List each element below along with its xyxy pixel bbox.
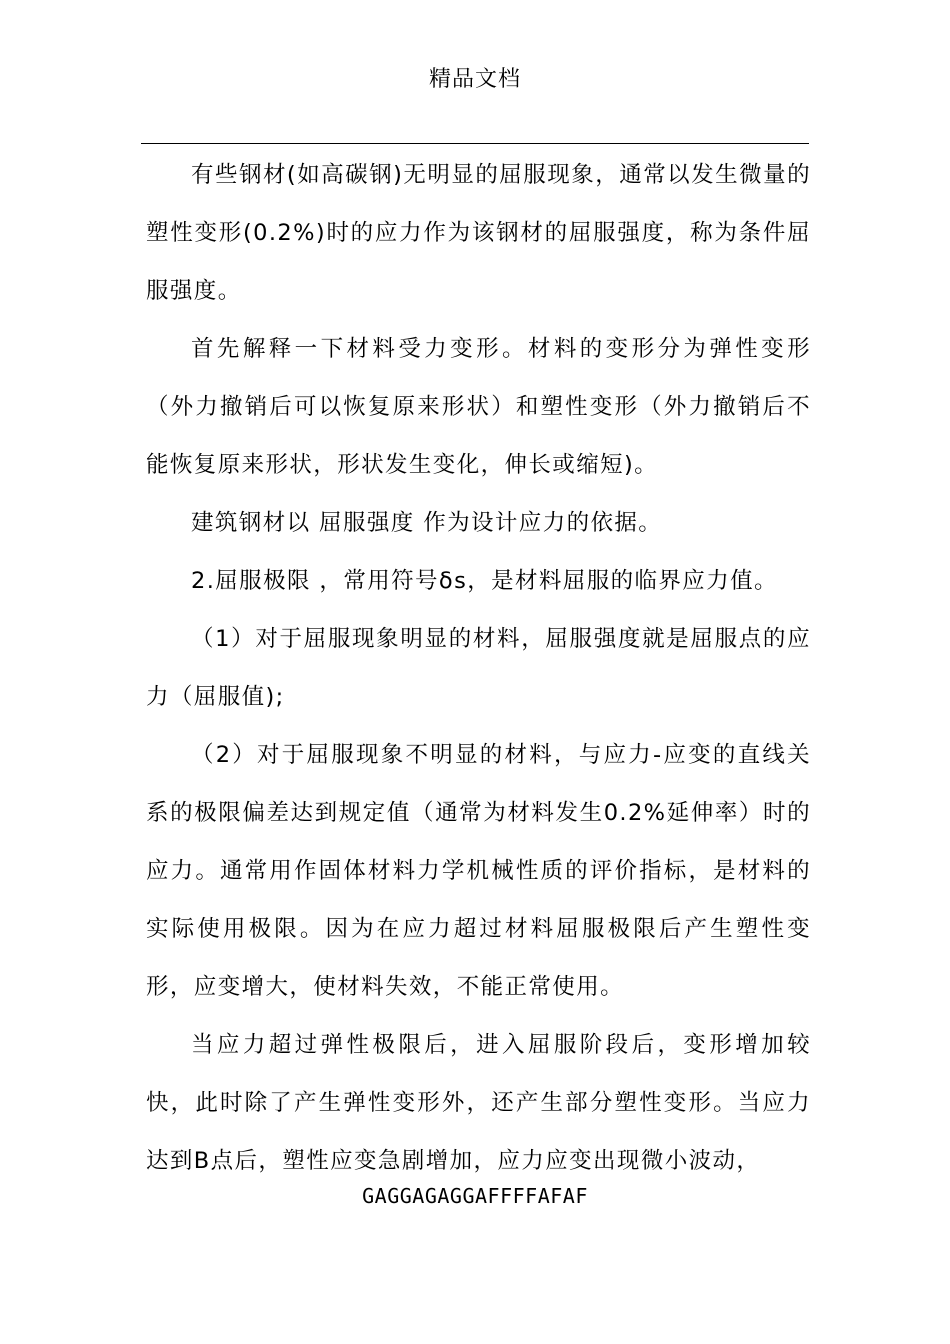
page-footer-text: GAGGAGAGGAFFFFAFAF (362, 1184, 588, 1208)
header-divider (141, 143, 809, 144)
paragraph-yield-limit: 2.屈服极限 ，常用符号δs，是材料屈服的临界应力值。 (191, 568, 778, 594)
paragraph-item-2: （2）对于屈服现象不明显的材料，与应力-应变的直线关系的极限偏差达到规定值（通常为材料发生0.2%延伸率）时的应力。通常用作固体材料力学机械性质的评价指标，是材料的实际使用极限。因为在应力超过材料屈服极限后产生塑性变形，应变增大，使材料失效，不能正常使用。 (146, 742, 811, 1000)
paragraph-item-1: （1）对于屈服现象明显的材料，屈服强度就是屈服点的应力（屈服值); (146, 626, 811, 710)
paragraph-conditional-yield: 有些钢材(如高碳钢)无明显的屈服现象，通常以发生微量的塑性变形(0.2%)时的应力作为该钢材的屈服强度，称为条件屈服强度。 (146, 162, 811, 304)
paragraph-design-basis: 建筑钢材以 屈服强度 作为设计应力的依据。 (191, 510, 663, 536)
page-header-title: 精品文档 (428, 67, 521, 92)
paragraph-yield-stage: 当应力超过弹性极限后，进入屈服阶段后，变形增加较快，此时除了产生弹性变形外，还产生部分塑性变形。当应力达到B点后，塑性应变急剧增加，应力应变出现微小波动， (146, 1032, 811, 1174)
paragraph-deformation: 首先解释一下材料受力变形。材料的变形分为弹性变形（外力撤销后可以恢复原来形状）和塑性变形（外力撤销后不能恢复原来形状，形状发生变化，伸长或缩短)。 (146, 336, 811, 478)
document-body (146, 146, 811, 1190)
